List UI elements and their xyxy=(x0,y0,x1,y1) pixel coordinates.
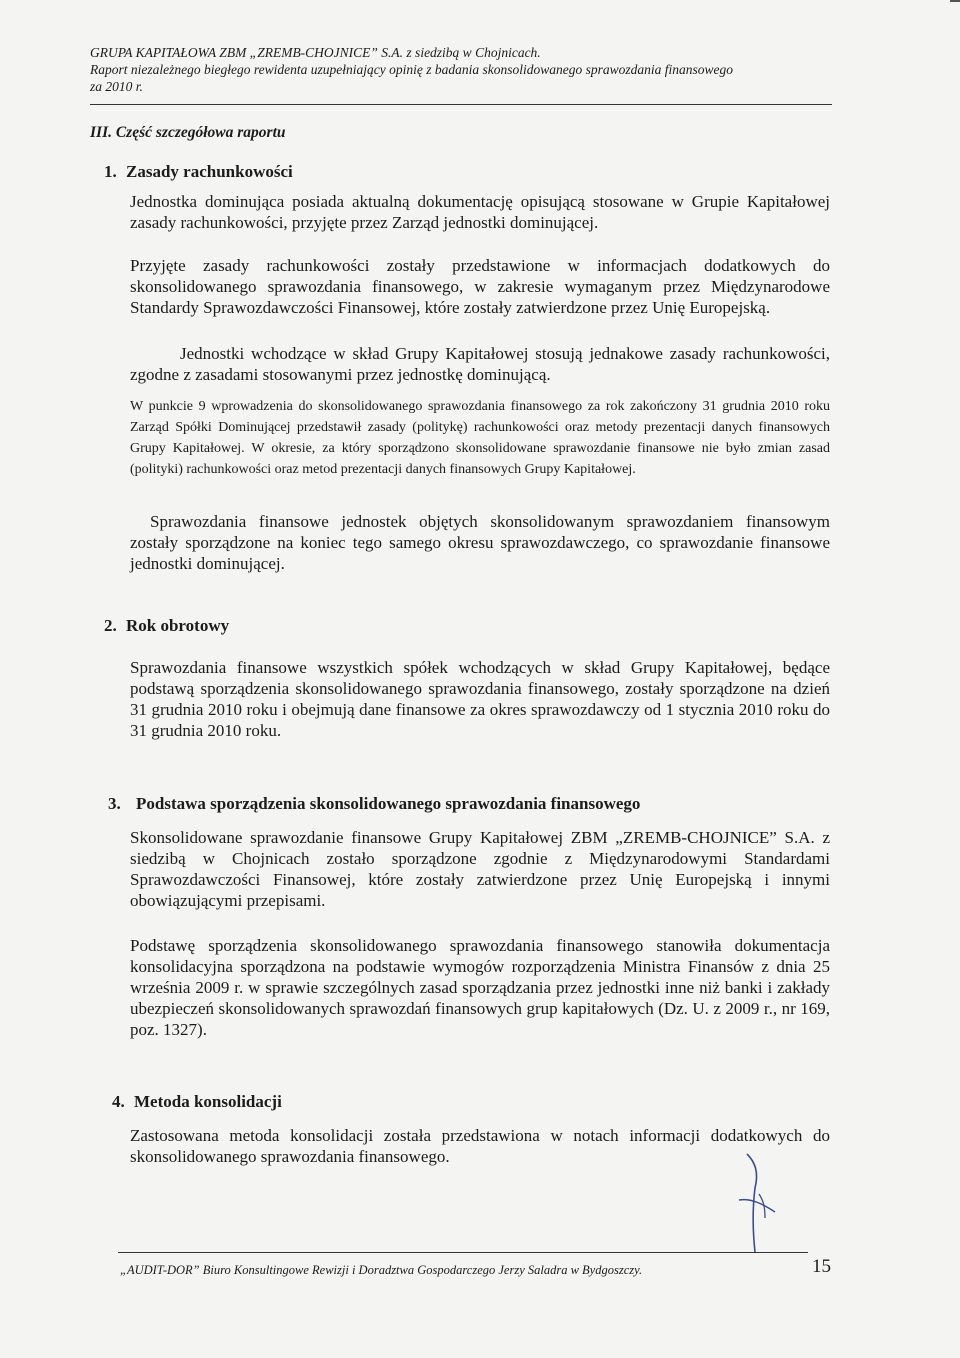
section-1-paragraph-5 xyxy=(130,511,830,574)
part-title: III. Część szczegółowa raportu xyxy=(90,124,286,141)
header-line-1: GRUPA KAPITAŁOWA ZBM „ZREMB-CHOJNICE” S.A. z siedzibą w Chojnicach. xyxy=(90,45,541,60)
page-header xyxy=(90,44,830,95)
section-number: 2. xyxy=(104,616,117,635)
header-line-3: za 2010 r. xyxy=(90,79,143,94)
footer-rule xyxy=(118,1252,808,1253)
header-rule xyxy=(90,104,832,105)
section-1-paragraph-2: Przyjęte zasady rachunkowości zostały przedstawione w informacjach dodatkowych do skonsolidowanego sprawozdania finansowego, w zakresie wymaganym przez Międzynarodowe Standardy Sprawozdawczości Finansowej, które zostały zatwierdzone przez Unię Europejską. xyxy=(130,256,830,317)
section-title: Rok obrotowy xyxy=(126,616,230,635)
section-2-heading xyxy=(104,616,229,636)
page-footer: „AUDIT-DOR” Biuro Konsultingowe Rewizji i Doradztwa Gospodarczego Jerzy Saladra w Bydgoszczy. xyxy=(120,1263,643,1277)
section-title: Podstawa sporządzenia skonsolidowanego sprawozdania finansowego xyxy=(136,794,641,813)
section-title: Zasady rachunkowości xyxy=(126,162,293,181)
section-4-heading xyxy=(112,1092,282,1112)
section-1-paragraph-4: W punkcie 9 wprowadzenia do skonsolidowanego sprawozdania finansowego za rok zakończony 31 grudnia 2010 roku Zarząd Spółki Dominującej przedstawił zasady (politykę) rachunkowości oraz metody prezentacji danych finansowych Grupy Kapitałowej. W okresie, za który sporządzono skonsolidowane sprawozdanie finansowe nie było zmian zasad (polityki) rachunkowości oraz metod prezentacji danych finansowych Grupy Kapitałowej. xyxy=(130,399,830,477)
scan-mark xyxy=(950,0,960,2)
header-line-2: Raport niezależnego biegłego rewidenta uzupełniający opinię z badania skonsolidowanego sprawozdania finansowego xyxy=(90,62,733,77)
section-3-paragraph-1: Skonsolidowane sprawozdanie finansowe Grupy Kapitałowej ZBM „ZREMB-CHOJNICE” S.A. z siedzibą w Chojnicach zostało sporządzone zgodnie z Międzynarodowymi Standardami Sprawozdawczości Finansowej, które zostały zatwierdzone przez Unię Europejską i innymi obowiązującymi przepisami. xyxy=(130,828,830,910)
paragraph-text: Sprawozdania finansowe jednostek objętych skonsolidowanym sprawozdaniem finansowym zostały sporządzone na koniec tego samego okresu sprawozdawczego, co sprawozdanie finansowe jednostki dominującej. xyxy=(130,512,830,573)
section-number: 1. xyxy=(104,162,117,181)
section-1-paragraph-3 xyxy=(130,343,830,385)
section-4-paragraph-1: Zastosowana metoda konsolidacji została przedstawiona w notach informacji dodatkowych do skonsolidowanego sprawozdania finansowego. xyxy=(130,1126,830,1166)
section-3-paragraph-2: Podstawę sporządzenia skonsolidowanego sprawozdania finansowego stanowiła dokumentacja konsolidacyjna sporządzona na podstawie wymogów rozporządzenia Ministra Finansów z dnia 25 września 2009 r. w sprawie szczególnych zasad sporządzania przez jednostki inne niż banki i zakłady ubezpieczeń skonsolidowanych sprawozdań finansowych grup kapitałowych (Dz. U. z 2009 r., nr 169, poz. 1327). xyxy=(130,936,830,1039)
section-number: 3. xyxy=(108,794,121,813)
signature-initials xyxy=(725,1148,795,1258)
section-2-paragraph-1: Sprawozdania finansowe wszystkich spółek wchodzących w skład Grupy Kapitałowej, będące podstawą sporządzenia skonsolidowanego sprawozdania finansowego, zostały sporządzone na dzień 31 grudnia 2010 roku i obejmują dane finansowe za okres sprawozdawczy od 1 stycznia 2010 roku do 31 grudnia 2010 roku. xyxy=(130,658,830,740)
paragraph-text: Jednostki wchodzące w skład Grupy Kapitałowej stosują jednakowe zasady rachunkowości, zgodne z zasadami stosowanymi przez jednostkę dominującą. xyxy=(130,344,830,384)
section-title: Metoda konsolidacji xyxy=(134,1092,282,1111)
section-1-paragraph-1: Jednostka dominująca posiada aktualną dokumentację opisującą stosowane w Grupie Kapitałowej zasady rachunkowości, przyjęte przez Zarząd jednostki dominującej. xyxy=(130,192,830,232)
section-number: 4. xyxy=(112,1092,125,1111)
section-1-heading xyxy=(104,162,293,182)
section-3-heading xyxy=(108,794,640,814)
page-number: 15 xyxy=(812,1256,831,1277)
